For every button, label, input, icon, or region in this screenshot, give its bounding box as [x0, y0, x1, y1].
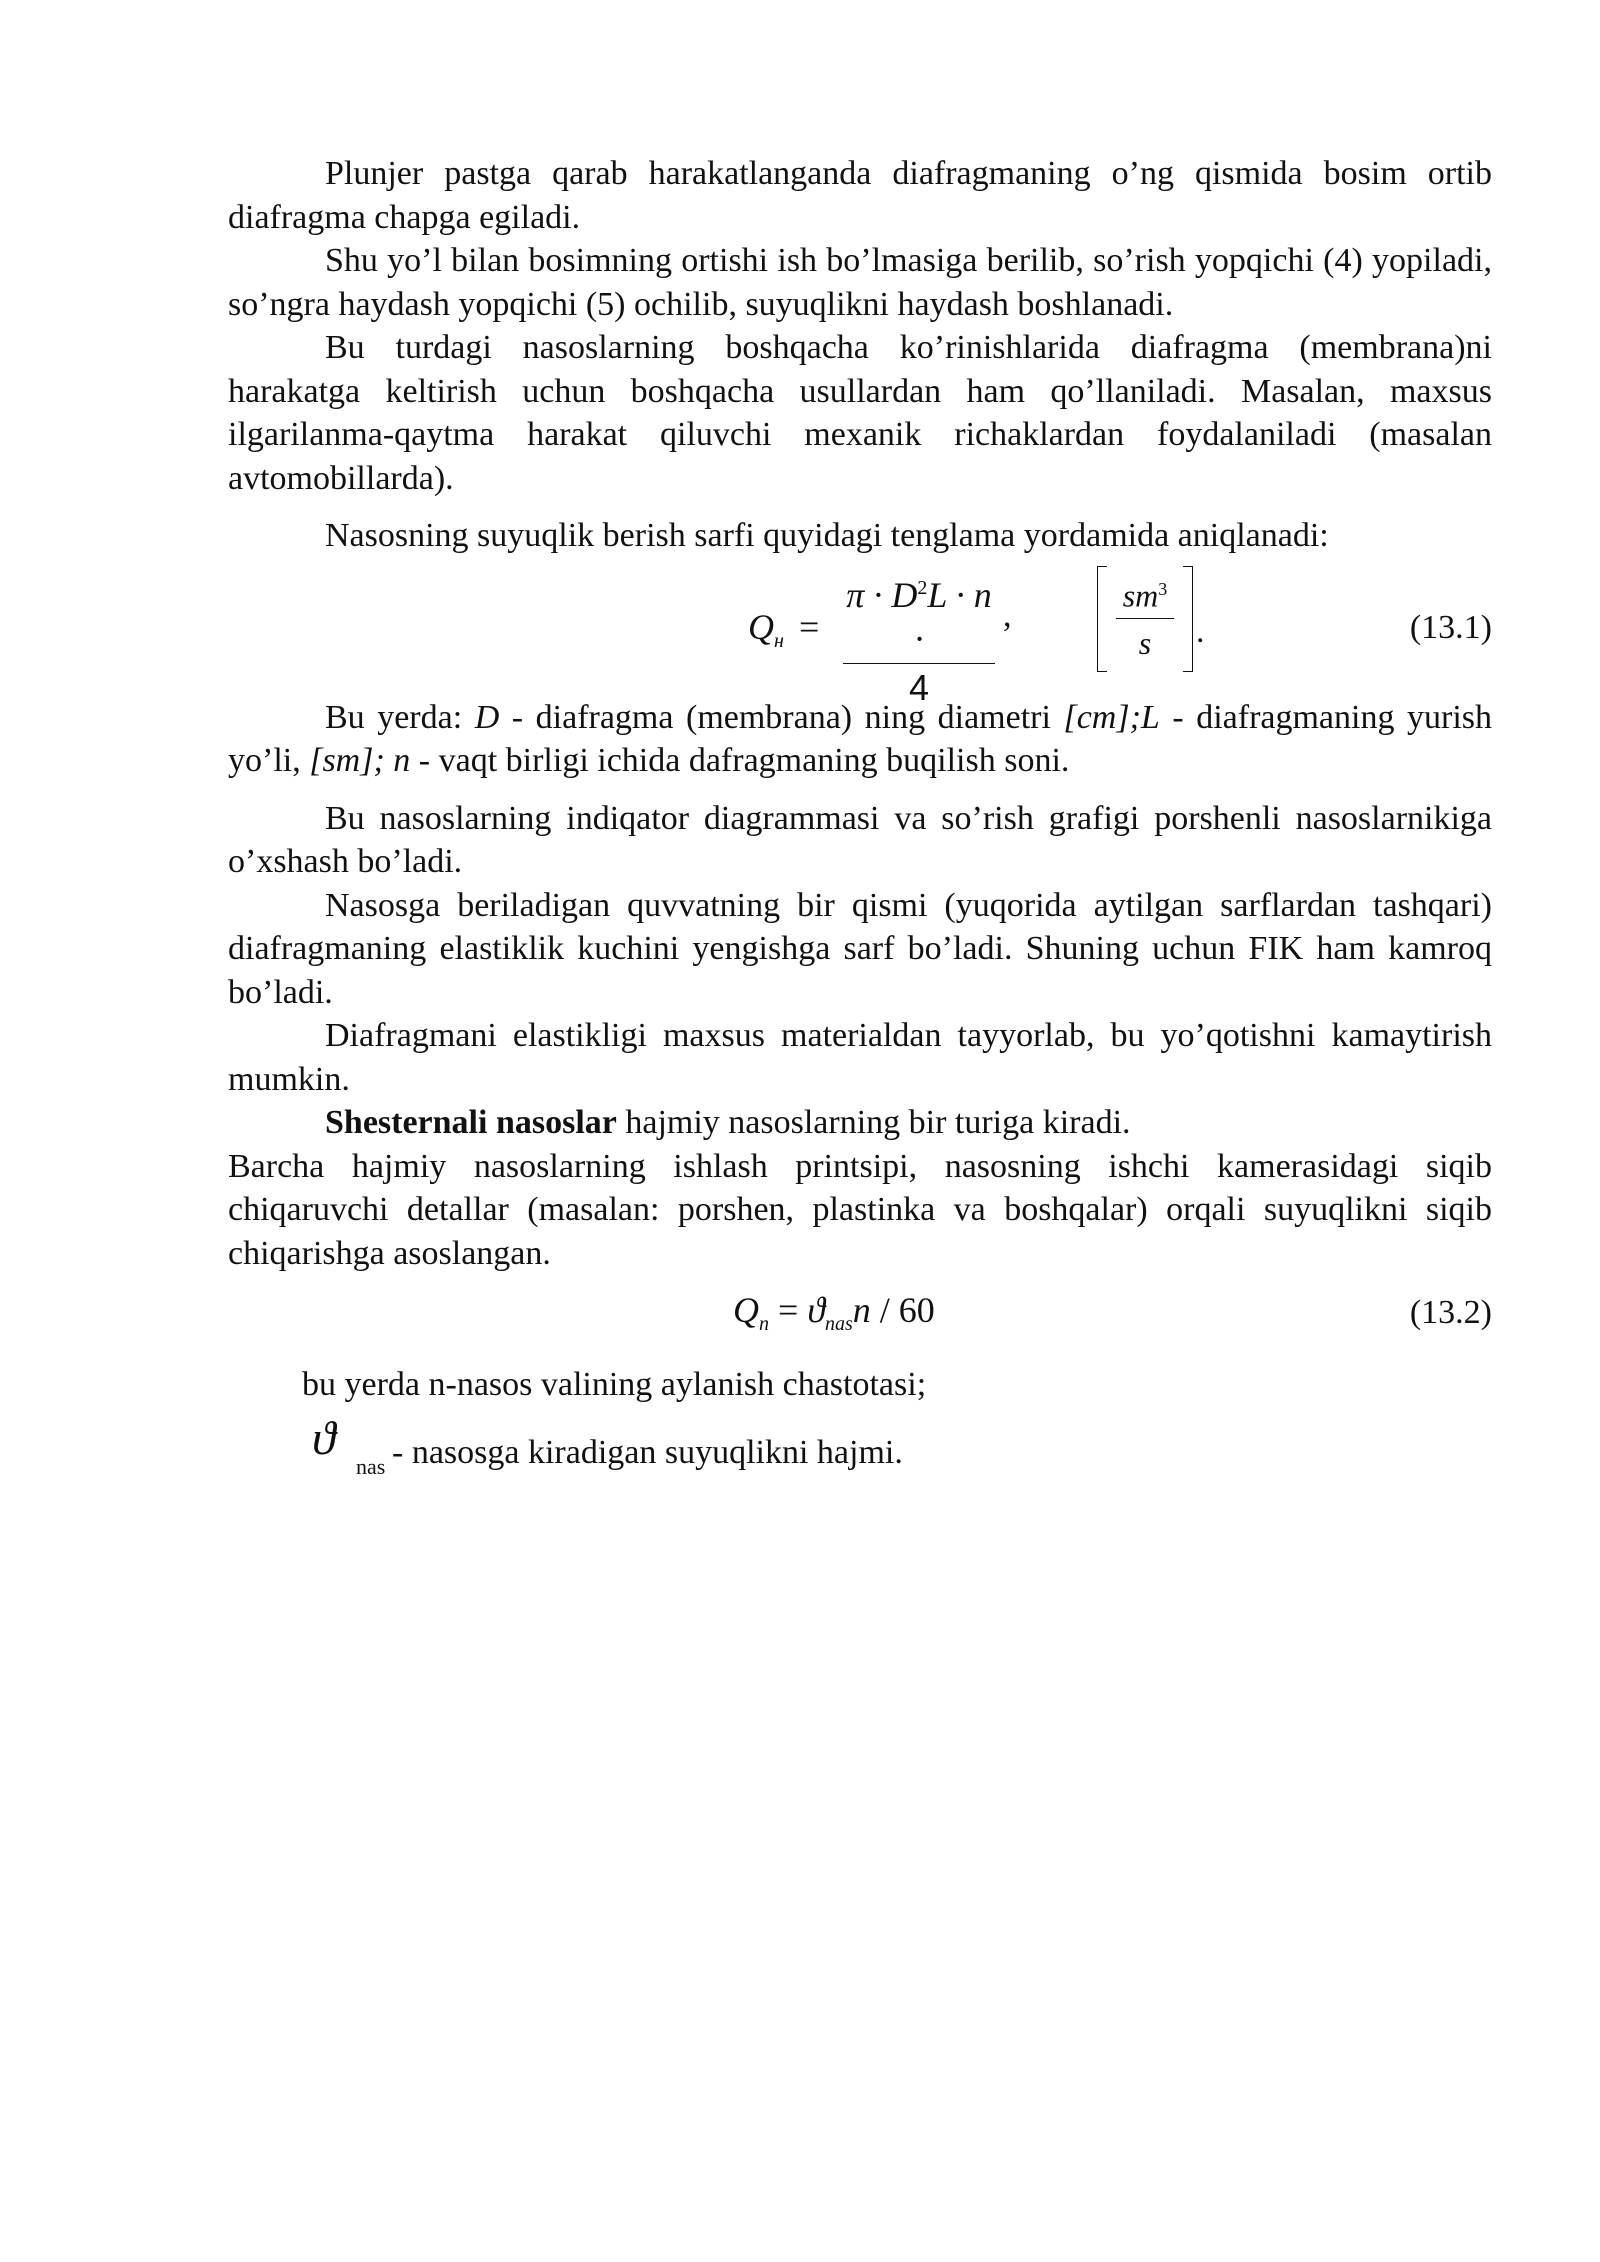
equation-13-2	[228, 1289, 1492, 1349]
eq1-equals: =	[799, 606, 820, 647]
left-bracket	[1097, 566, 1107, 672]
eq1-dot: .	[1196, 612, 1205, 650]
theta-definition-text: - nasosga kiradigan suyuqlikni hajmi.	[392, 1433, 903, 1471]
eq1-numerator: $\pi \cdot D^2L \cdot n$ ·	[846, 574, 992, 659]
paragraph-7: Nasosga beriladigan quvvatning bir qismi (yuqorida aytilgan sarflardan tashqari) diafragmaning elastiklik kuchini yengishga sarf bo’ladi. Shuning uchun FIK ham kamroq bo’ladi.	[228, 886, 1492, 1011]
eq1-fraction	[843, 566, 995, 708]
document-page	[228, 152, 1492, 1479]
paragraph-6: Bu nasoslarning indiqator diagrammasi va so’rish grafigi porshenli nasoslarnikiga o’xshash bo’ladi.	[228, 799, 1492, 880]
eq1-comma: ,	[1003, 596, 1012, 634]
eq1-lhs: $Q_н$	[748, 606, 784, 652]
paragraph-8: Diafragmani elastikligi maxsus materialdan tayyorlab, bu yo’qotishni kamaytirish mumkin.	[228, 1017, 1492, 1098]
eq1-unit	[1097, 566, 1193, 670]
unit-fraction	[1112, 568, 1178, 664]
definition-theta	[312, 1411, 1492, 1479]
paragraph-1: Plunjer pastga qarab harakatlanganda diafragmaning o’ng qismida bosim ortib diafragma chapga egiladi.	[228, 155, 1492, 236]
eq1-denominator: 4	[908, 666, 930, 708]
definitions	[228, 1363, 1492, 1479]
equation-13-1	[228, 566, 1492, 708]
definition-n: bu yerda n-nasos valining aylanish chastotasi;	[302, 1366, 927, 1403]
paragraph-9: Shesternali nasoslar hajmiy nasoslarning bir turiga kiradi.	[325, 1104, 1131, 1141]
right-bracket	[1183, 566, 1193, 672]
paragraph-10: Barcha hajmiy nasoslarning ishlash printsipi, nasosning ishchi kamerasidagi siqib chiqaruvchi detallar (masalan: porshen, plastinka va boshqalar) orqali suyuqlikni siqib chiqarishga asoslangan.	[228, 1147, 1492, 1272]
equation-number: (13.2)	[1409, 1294, 1492, 1331]
equation-number: (13.1)	[1409, 608, 1492, 646]
term-shesternali: Shesternali nasoslar	[325, 1104, 617, 1141]
paragraph-2: Shu yo’l bilan bosimning ortishi ish bo’lmasiga berilib, so’rish yopqichi (4) yopiladi, so’ngra haydash yopqichi (5) ochilib, suyuqlikni haydash boshlanadi.	[228, 242, 1492, 323]
theta-subscript: nas	[356, 1453, 386, 1479]
theta-symbol: ϑ	[312, 1411, 336, 1465]
eq2-formula: $Q_n = ϑ_{nas}n / 60$	[733, 1290, 935, 1336]
unit-fraction-bar	[1116, 618, 1174, 619]
unit-denominator: s	[1138, 625, 1152, 662]
paragraph-5: Bu yerda: D - diafragma (membrana) ning diametri [cm];L - diafragmaning yurish yo’li, [sm]; n - vaqt birligi ichida dafragmaning buqilish soni.	[228, 698, 1493, 779]
unit-numerator: $sm^3$	[1122, 577, 1168, 614]
eq1-fraction-bar	[843, 663, 995, 664]
paragraph-4: Nasosning suyuqlik berish sarfi quyidagi tenglama yordamida aniqlanadi:	[325, 517, 1329, 554]
paragraph-3: Bu turdagi nasoslarning boshqacha ko’rinishlarida diafragma (membrana)ni harakatga keltirish uchun boshqacha usullardan ham qo’llaniladi. Masalan, maxsus ilgarilanma-qaytma harakat qiluvchi mexanik richaklardan foydalaniladi (masalan avtomobillarda).	[228, 329, 1492, 497]
